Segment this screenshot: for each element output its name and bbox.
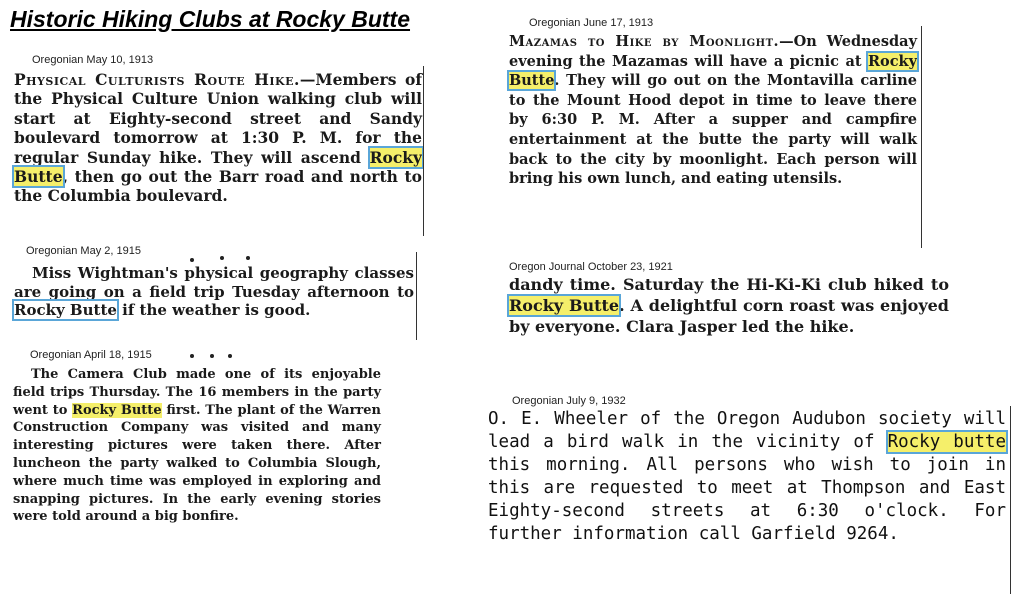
rocky-butte-highlight: Rocky butte xyxy=(887,432,1006,452)
clipping-june-17-1913 xyxy=(505,14,925,250)
clipping-text-before: dandy time. Saturday the Hi-Ki-Ki club hiked to xyxy=(509,275,949,294)
clipping-headline: Mazamas to Hike by Moonlight. xyxy=(509,33,780,50)
clipping-text xyxy=(488,408,1006,546)
clipping-source: Oregonian July 9, 1932 xyxy=(512,395,626,407)
clipping-border xyxy=(1010,406,1011,594)
decorative-dot xyxy=(246,256,250,260)
clipping-text-before: —On Wednesday evening the Mazamas will have a picnic at xyxy=(509,33,918,70)
decorative-dot xyxy=(228,354,232,358)
rocky-butte-highlight: Rocky Butte xyxy=(14,147,422,187)
clipping-border xyxy=(416,252,417,340)
clipping-text-before: The Camera Club made one of its enjoyable field trips Thursday. The 16 members in the party went to xyxy=(13,367,381,418)
clipping-border xyxy=(423,66,424,236)
decorative-dot xyxy=(210,354,214,358)
clipping-source: Oregonian May 2, 1915 xyxy=(26,245,141,257)
page-title: Historic Hiking Clubs at Rocky Butte xyxy=(10,6,411,32)
clipping-headline: Physical Culturists Route Hike. xyxy=(14,70,300,89)
clipping-text xyxy=(509,274,949,337)
clipping-text-after: , then go out the Barr road and north to the Columbia boulevard. xyxy=(14,167,422,206)
clipping-source: Oregon Journal October 23, 1921 xyxy=(509,261,673,273)
rocky-butte-highlight: Rocky Butte xyxy=(509,52,917,90)
clipping-border xyxy=(921,26,922,248)
clipping-text-after: this morning. All persons who wish to join in this are requested to meet at Thompson and East Eighty-second streets at 6:30 o'clock. For further information call Garfield 9264. xyxy=(488,455,1006,544)
decorative-dot xyxy=(220,256,224,260)
decorative-dot xyxy=(190,354,194,358)
clipping-text-before: O. E. Wheeler of the Oregon Audubon society will lead a bird walk in the vicinity of xyxy=(488,409,1006,452)
clipping-july-9-1932 xyxy=(484,392,1016,598)
clipping-text-before: Miss Wightman's physical geography classes are going on a field trip Tuesday afternoon to xyxy=(14,264,414,301)
decorative-dot xyxy=(190,258,194,262)
clipping-may-10-1913 xyxy=(10,52,428,236)
clipping-source: Oregonian April 18, 1915 xyxy=(30,349,152,361)
clipping-text-after: . They will go out on the Montavilla carline to the Mount Hood depot in time to leave there by 6:30 P. M. After a supper and campfire entertainment at the butte the party will walk back to the city by moonlight. Each person will bring his own lunch, and eating utensils. xyxy=(509,72,917,188)
clipping-may-2-1915 xyxy=(10,242,424,342)
clipping-text-after: if the weather is good. xyxy=(116,301,311,320)
clipping-april-18-1915 xyxy=(10,346,394,596)
clipping-text-after: first. The plant of the Warren Construction Company was visited and many interesting pictures were taken there. After luncheon the party walked to Columbia Slough, where much time was employed in exploring and snapping pictures. In the early evening stories were told around a big bonfire. xyxy=(13,402,381,525)
clipping-text xyxy=(13,366,381,526)
rocky-butte-highlight: Rocky Butte xyxy=(509,296,620,315)
clipping-text xyxy=(14,70,422,206)
rocky-butte-highlight: Rocky Butte xyxy=(72,402,162,418)
clipping-october-23-1921 xyxy=(505,258,957,384)
clipping-text-before: —Members of the Physical Culture Union walking club will start at Eighty-second street and Sandy boulevard tomorrow at 1:30 P. M. for the regular Sunday hike. They will ascend xyxy=(14,70,422,167)
clipping-source: Oregonian May 10, 1913 xyxy=(32,54,154,66)
rocky-butte-highlight: Rocky Butte xyxy=(14,301,117,320)
clipping-source: Oregonian June 17, 1913 xyxy=(529,17,654,29)
clipping-text-after: . A delightful corn roast was enjoyed by everyone. Clara Jasper led the hike. xyxy=(509,296,949,336)
clipping-text xyxy=(14,264,414,320)
clipping-text xyxy=(509,32,917,189)
